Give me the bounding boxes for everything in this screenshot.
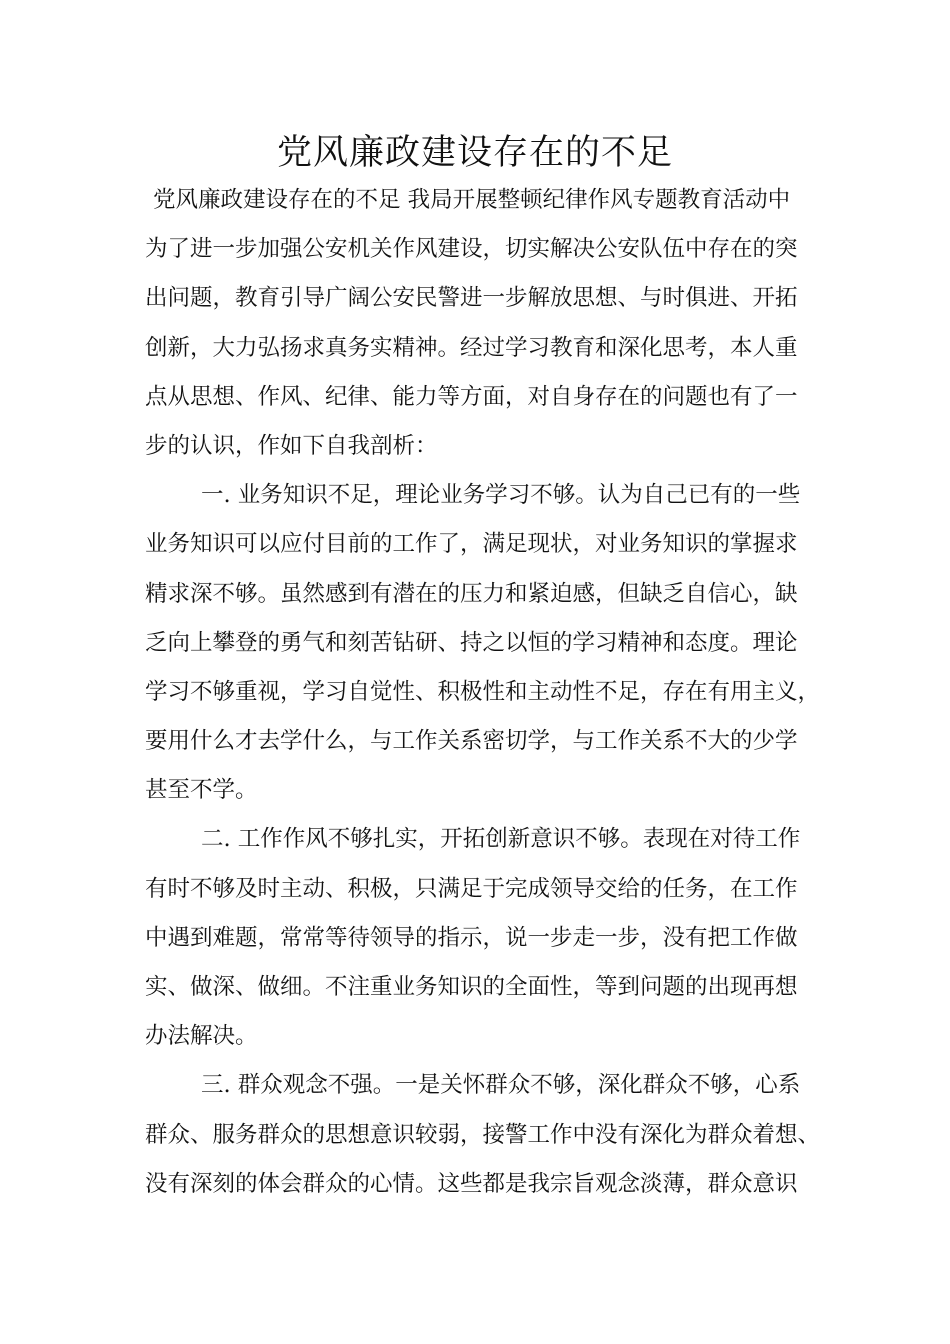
text-line: 一. 业务知识不足，理论业务学习不够。认为自己已有的一些 — [201, 482, 801, 509]
text-line: 三. 群众观念不强。一是关怀群众不够，深化群众不够，心系 — [201, 1072, 801, 1099]
text-line: 中遇到难题，常常等待领导的指示，说一步走一步，没有把工作做 — [145, 924, 798, 951]
text-line: 二. 工作作风不够扎实，开拓创新意识不够。表现在对待工作 — [201, 826, 801, 853]
text-line: 业务知识可以应付目前的工作了，满足现状，对业务知识的掌握求 — [145, 531, 798, 558]
text-line: 实、做深、做细。不注重业务知识的全面性，等到问题的出现再想 — [145, 974, 798, 1000]
text-line: 办法解决。 — [145, 1023, 258, 1050]
text-line: 创新，大力弘扬求真务实精神。经过学习教育和深化思考，本人重 — [145, 334, 798, 361]
text-line: 学习不够重视，学习自觉性、积极性和主动性不足，存在有用主义， — [145, 678, 821, 705]
text-line: 有时不够及时主动、积极，只满足于完成领导交给的任务，在工作 — [145, 875, 798, 902]
document-body — [145, 176, 830, 1209]
text-line: 要用什么才去学什么，与工作关系密切学，与工作关系不大的少学 — [145, 728, 798, 755]
text-line: 出问题，教育引导广阔公安民警进一步解放思想、与时俱进、开拓 — [145, 285, 798, 312]
text-line: 点从思想、作风、纪律、能力等方面，对自身存在的问题也有了一 — [145, 383, 798, 410]
text-line: 精求深不够。虽然感到有潜在的压力和紧迫感，但缺乏自信心，缺 — [145, 580, 798, 607]
text-line: 乏向上攀登的勇气和刻苦钻研、持之以恒的学习精神和态度。理论 — [145, 629, 798, 656]
text-line: 群众、服务群众的思想意识较弱，接警工作中没有深化为群众着想、 — [145, 1121, 821, 1148]
text-line: 党风廉政建设存在的不足 我局开展整顿纪律作风专题教育活动中 — [153, 187, 791, 213]
text-line: 甚至不学。 — [145, 777, 258, 804]
text-line: 为了进一步加强公安机关作风建设，切实解决公安队伍中存在的突 — [145, 236, 798, 263]
text-line: 步的认识，作如下自我剖析： — [145, 432, 438, 459]
document-title: 党风廉政建设存在的不足 — [276, 133, 673, 173]
text-line: 没有深刻的体会群众的心情。这些都是我宗旨观念淡薄，群众意识 — [145, 1170, 798, 1197]
